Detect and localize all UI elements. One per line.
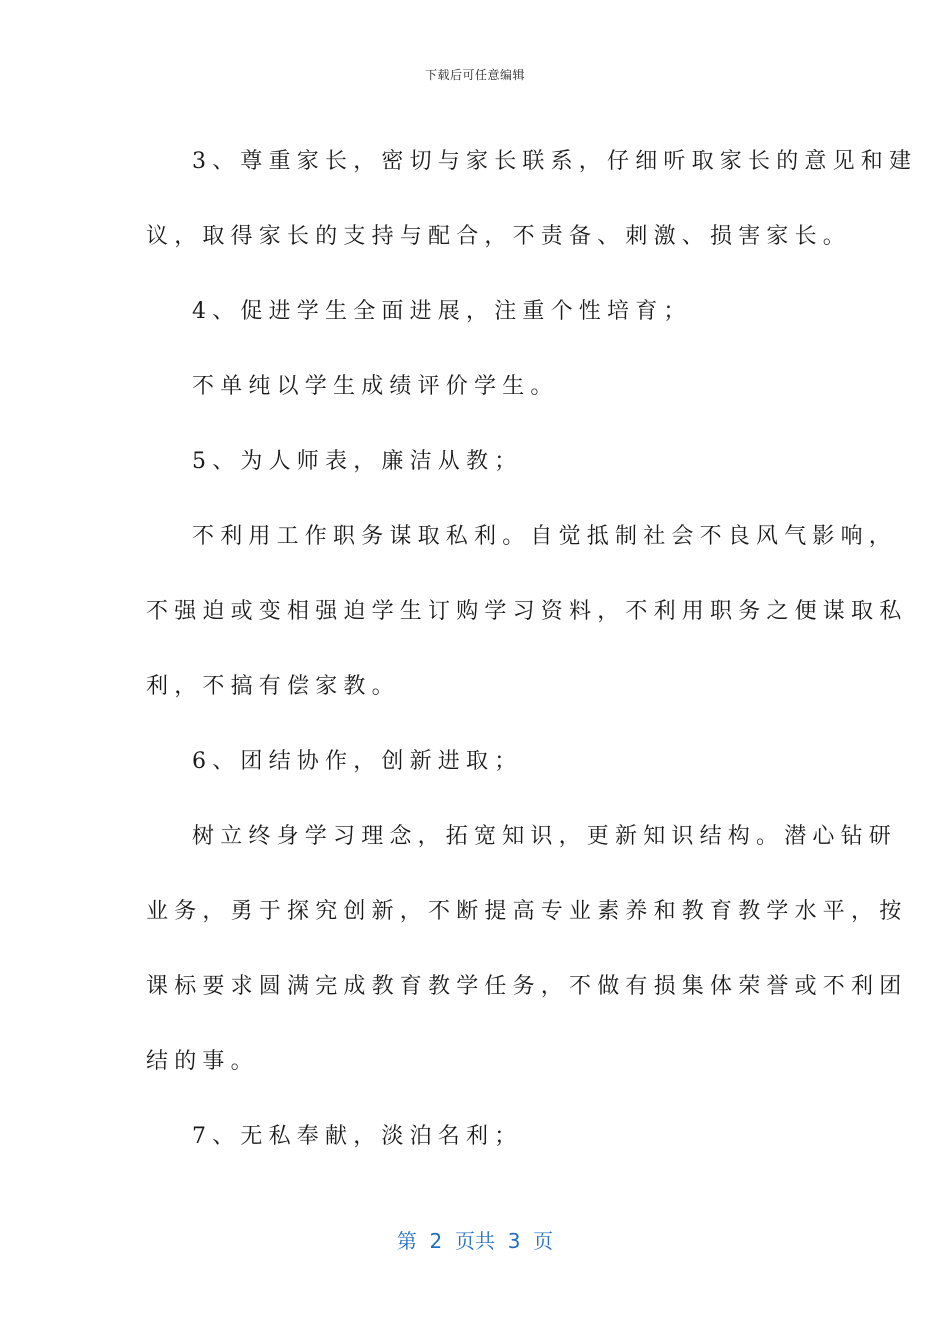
document-body [146,124,918,1174]
text-line: 不强迫或变相强迫学生订购学习资料，不利用职务之便谋取私 [146,599,908,624]
page-header: 下载后可任意编辑 [424,68,525,82]
page-number-footer: 第 2 页共 3 页 [396,1229,554,1253]
text-line: 不单纯以学生成绩评价学生。 [192,374,559,399]
text-line: 利，不搞有偿家教。 [146,674,400,699]
text-line: 5、为人师表，廉洁从教； [192,449,523,474]
text-line: 业务，勇于探究创新，不断提高专业素养和教育教学水平，按 [146,899,908,924]
text-line: 6、团结协作，创新进取； [192,749,523,774]
text-line: 不利用工作职务谋取私利。自觉抵制社会不良风气影响， [192,524,898,549]
text-line: 结的事。 [146,1049,259,1074]
text-line: 树立终身学习理念，拓宽知识，更新知识结构。潜心钻研 [192,824,898,849]
text-line: 4、促进学生全面进展，注重个性培育； [192,299,692,324]
text-line: 3、尊重家长，密切与家长联系，仔细听取家长的意见和建 [192,149,918,174]
text-line: 课标要求圆满完成教育教学任务，不做有损集体荣誉或不利团 [146,974,908,999]
text-line: 议，取得家长的支持与配合，不责备、刺激、损害家长。 [146,224,852,249]
text-line: 7、无私奉献，淡泊名利； [192,1124,523,1149]
